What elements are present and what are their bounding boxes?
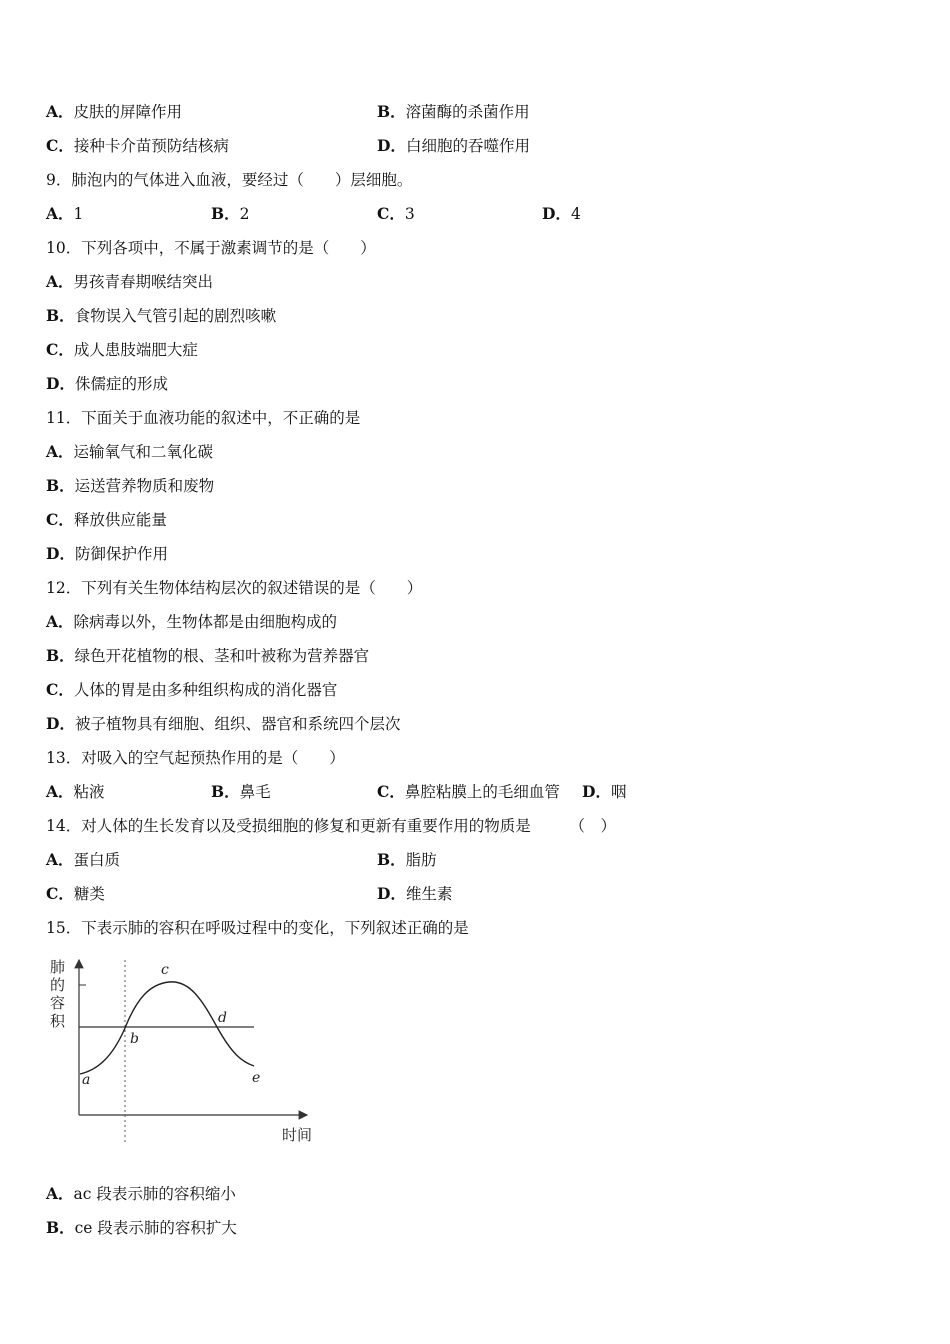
y-axis-label-char-2: 的 [50,976,66,994]
q11-option-a: A．运输氧气和二氧化碳 [46,442,214,461]
q13-stem: 13．对吸入的空气起预热作用的是（ ） [46,749,345,767]
q10-option-c: C．成人患肢端肥大症 [46,340,198,359]
q9-option-d: D．4 [542,204,581,223]
point-label-a: a [82,1072,91,1088]
q14-option-d: D．维生素 [377,884,453,903]
q12-option-c: C．人体的胃是由多种组织构成的消化器官 [46,680,338,699]
q15-stem: 15．下表示肺的容积在呼吸过程中的变化，下列叙述正确的是 [46,919,469,937]
lung-volume-curve [80,982,254,1074]
q12-option-b: B．绿色开花植物的根、茎和叶被称为营养器官 [46,646,370,665]
point-label-c: c [161,962,169,978]
q14-stem: 14．对人体的生长发育以及受损细胞的修复和更新有重要作用的物质是 （ ） [46,817,616,835]
y-axis-label-char-1: 肺 [50,958,66,976]
q11-stem: 11．下面关于血液功能的叙述中，不正确的是 [46,409,361,427]
point-label-e: e [252,1070,261,1086]
q8-option-a: A．皮肤的屏障作用 [46,102,183,121]
y-axis-label-char-3: 容 [50,994,66,1012]
q11-option-b: B．运送营养物质和废物 [46,476,215,495]
q10-option-b: B．食物误入气管引起的剧烈咳嗽 [46,306,277,325]
q15-option-b: B．ce 段表示肺的容积扩大 [46,1218,237,1237]
q8-option-b: B．溶菌酶的杀菌作用 [377,102,530,121]
q11-option-c: C．释放供应能量 [46,510,167,529]
q8-option-c: C．接种卡介苗预防结核病 [46,136,229,155]
q13-option-c: C．鼻腔粘膜上的毛细血管 [377,782,560,801]
q12-stem: 12．下列有关生物体结构层次的叙述错误的是（ ） [46,579,423,597]
q11-option-d: D．防御保护作用 [46,544,168,563]
point-label-b: b [130,1031,139,1047]
q13-option-b: B．鼻毛 [211,782,271,801]
q12-option-d: D．被子植物具有细胞、组织、器官和系统四个层次 [46,714,401,733]
q14-option-c: C．糖类 [46,884,105,903]
q10-stem: 10．下列各项中，不属于激素调节的是（ ） [46,239,376,257]
q8-option-d: D．白细胞的吞噬作用 [377,136,530,155]
q9-stem: 9．肺泡内的气体进入血液，要经过（ ）层细胞。 [46,171,413,189]
q9-option-b: B．2 [211,204,250,223]
q13-option-d: D．咽 [582,782,627,801]
x-axis-label: 时间 [282,1126,313,1144]
q10-option-d: D．侏儒症的形成 [46,374,168,393]
y-axis-label-char-4: 积 [50,1012,66,1030]
q10-option-a: A．男孩青春期喉结突出 [46,272,214,291]
point-label-d: d [218,1010,227,1026]
q15-option-a: A．ac 段表示肺的容积缩小 [46,1184,236,1203]
lung-volume-graph [42,950,332,1150]
q12-option-a: A．除病毒以外，生物体都是由细胞构成的 [46,612,338,631]
q9-option-c: C．3 [377,204,415,223]
q14-option-a: A．蛋白质 [46,850,121,869]
q13-option-a: A．粘液 [46,782,105,801]
q9-option-a: A．1 [46,204,84,223]
q14-option-b: B．脂肪 [377,850,437,869]
